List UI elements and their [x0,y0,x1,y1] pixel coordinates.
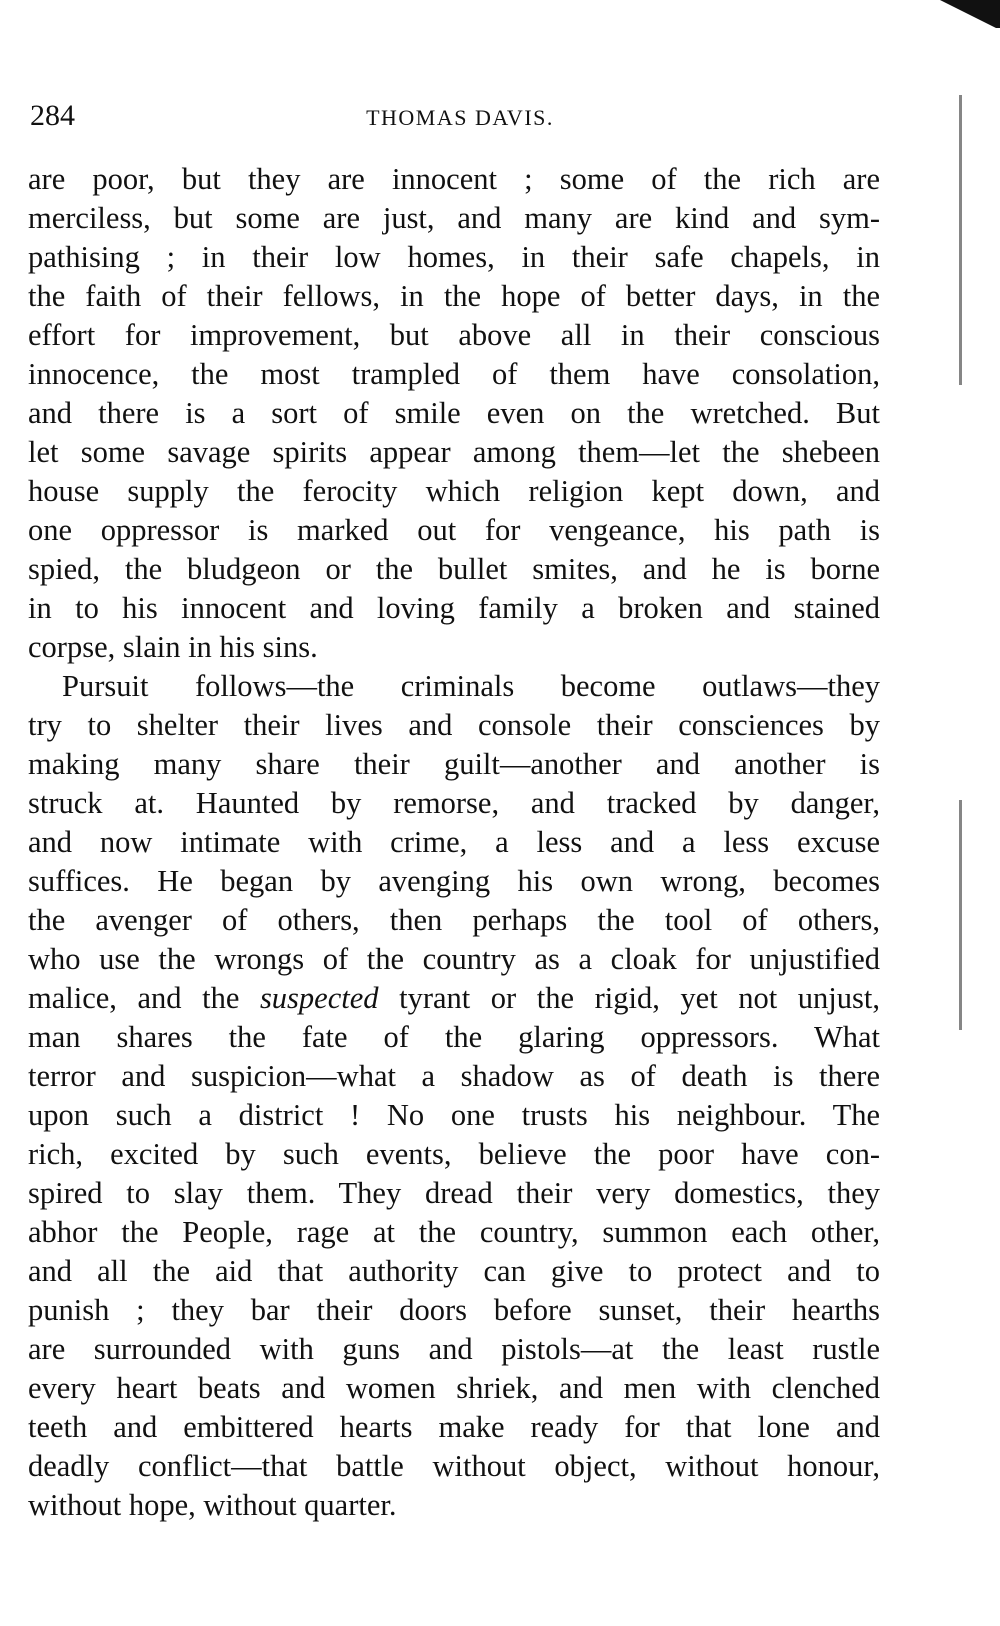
paragraph-start-line: Pursuit follows—the criminals become outlaws—they [62,669,880,703]
scan-edge-mark [959,800,962,1030]
text-line: the avenger of others, then perhaps the tool of others, [28,903,880,937]
text-line: the faith of their fellows, in the hope of better days, in the [28,279,880,313]
text-line: house supply the ferocity which religion kept down, and [28,474,880,508]
text-segment: malice, and the [28,981,240,1015]
text-line: terror and suspicion—what a shadow as of death is there [28,1059,880,1093]
text-line: who use the wrongs of the country as a cloak for unjustified [28,942,880,976]
text-line: upon such a district ! No one trusts his neighbour. The [28,1098,880,1132]
page-header [30,96,890,136]
text-line: struck at. Haunted by remorse, and tracked by danger, [28,786,880,820]
page-number: 284 [30,99,75,132]
text-line-with-italic [28,979,880,1018]
italic-word: suspected [259,981,379,1015]
text-line: are poor, but they are innocent ; some of the rich are [28,162,880,196]
text-line: in to his innocent and loving family a broken and stained [28,591,880,625]
text-line: deadly conflict—that battle without object, without honour, [28,1449,880,1483]
body-text [28,160,880,1525]
text-line: and now intimate with crime, a less and a less excuse [28,825,880,859]
text-line: let some savage spirits appear among them—let the shebeen [28,435,880,469]
text-line: every heart beats and women shriek, and men with clenched [28,1371,880,1405]
text-line: man shares the fate of the glaring oppressors. What [28,1020,880,1054]
text-line: try to shelter their lives and console their consciences by [28,708,880,742]
text-line: are surrounded with guns and pistols—at the least rustle [28,1332,880,1366]
text-line: and there is a sort of smile even on the wretched. But [28,396,880,430]
text-line: making many share their guilt—another and another is [28,747,880,781]
text-line: innocence, the most trampled of them have consolation, [28,357,880,391]
text-line: teeth and embittered hearts make ready for that lone and [28,1410,880,1444]
text-line: rich, excited by such events, believe the poor have con- [28,1137,880,1171]
text-line: and all the aid that authority can give to protect and to [28,1254,880,1288]
scan-corner-mark [940,0,1000,30]
running-head: THOMAS DAVIS. [366,105,554,130]
scan-edge-mark [959,95,962,385]
paragraph-end-line: without hope, without quarter. [28,1488,397,1522]
text-line: suffices. He began by avenging his own wrong, becomes [28,864,880,898]
text-line: merciless, but some are just, and many are kind and sym- [28,201,880,235]
text-line: spired to slay them. They dread their very domestics, they [28,1176,880,1210]
paragraph-end-line: corpse, slain in his sins. [28,630,318,664]
text-line: punish ; they bar their doors before sunset, their hearths [28,1293,880,1327]
text-line: abhor the People, rage at the country, summon each other, [28,1215,880,1249]
text-line: spied, the bludgeon or the bullet smites, and he is borne [28,552,880,586]
text-line: pathising ; in their low homes, in their safe chapels, in [28,240,880,274]
text-segment: tyrant or the rigid, yet not unjust, [399,981,881,1015]
text-line: effort for improvement, but above all in their conscious [28,318,880,352]
text-line: one oppressor is marked out for vengeance, his path is [28,513,880,547]
